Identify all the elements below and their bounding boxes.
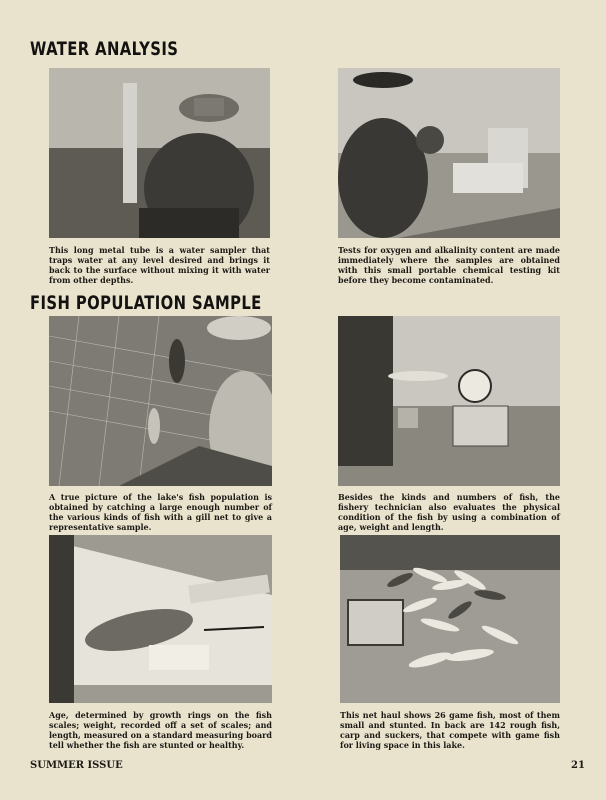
caption-gill-net: A true picture of the lake's fish population is obtained by catching a large enough number of the various kinds of fish with a gill net to give a representative sample. (49, 492, 272, 532)
photo-gill-net (49, 316, 272, 486)
caption-weighing-fish: Besides the kinds and numbers of fish, the fishery technician also evaluates the physical condition of the fish by using a combination of age, weight and length. (338, 492, 560, 532)
photo-testing-kit (338, 68, 560, 238)
photo-water-sampler (49, 68, 270, 238)
section-heading-water-analysis: WATER ANALYSIS (30, 38, 179, 60)
photo-weighing-fish (338, 316, 560, 486)
photo-measuring-board (49, 535, 272, 703)
footer-issue: SUMMER ISSUE (30, 760, 123, 771)
page-number: 21 (571, 760, 585, 771)
caption-net-haul: This net haul shows 26 game fish, most of them small and stunted. In back are 142 rough fish, carp and suckers, that compete with game fish for living space in this lake. (340, 710, 560, 750)
section-heading-fish-population: FISH POPULATION SAMPLE (30, 292, 262, 314)
caption-measuring-board: Age, determined by growth rings on the fish scales; weight, recorded off a set of scales; and length, measured on a standard measuring board tell whether the fish are stunted or healthy. (49, 710, 272, 750)
caption-water-sampler: This long metal tube is a water sampler that traps water at any level desired and brings it back to the surface without mixing it with water from other depths. (49, 245, 270, 285)
caption-testing-kit: Tests for oxygen and alkalinity content are made immediately where the samples are obtained with this small portable chemical testing kit before they become contaminated. (338, 245, 560, 285)
photo-net-haul (340, 535, 560, 703)
